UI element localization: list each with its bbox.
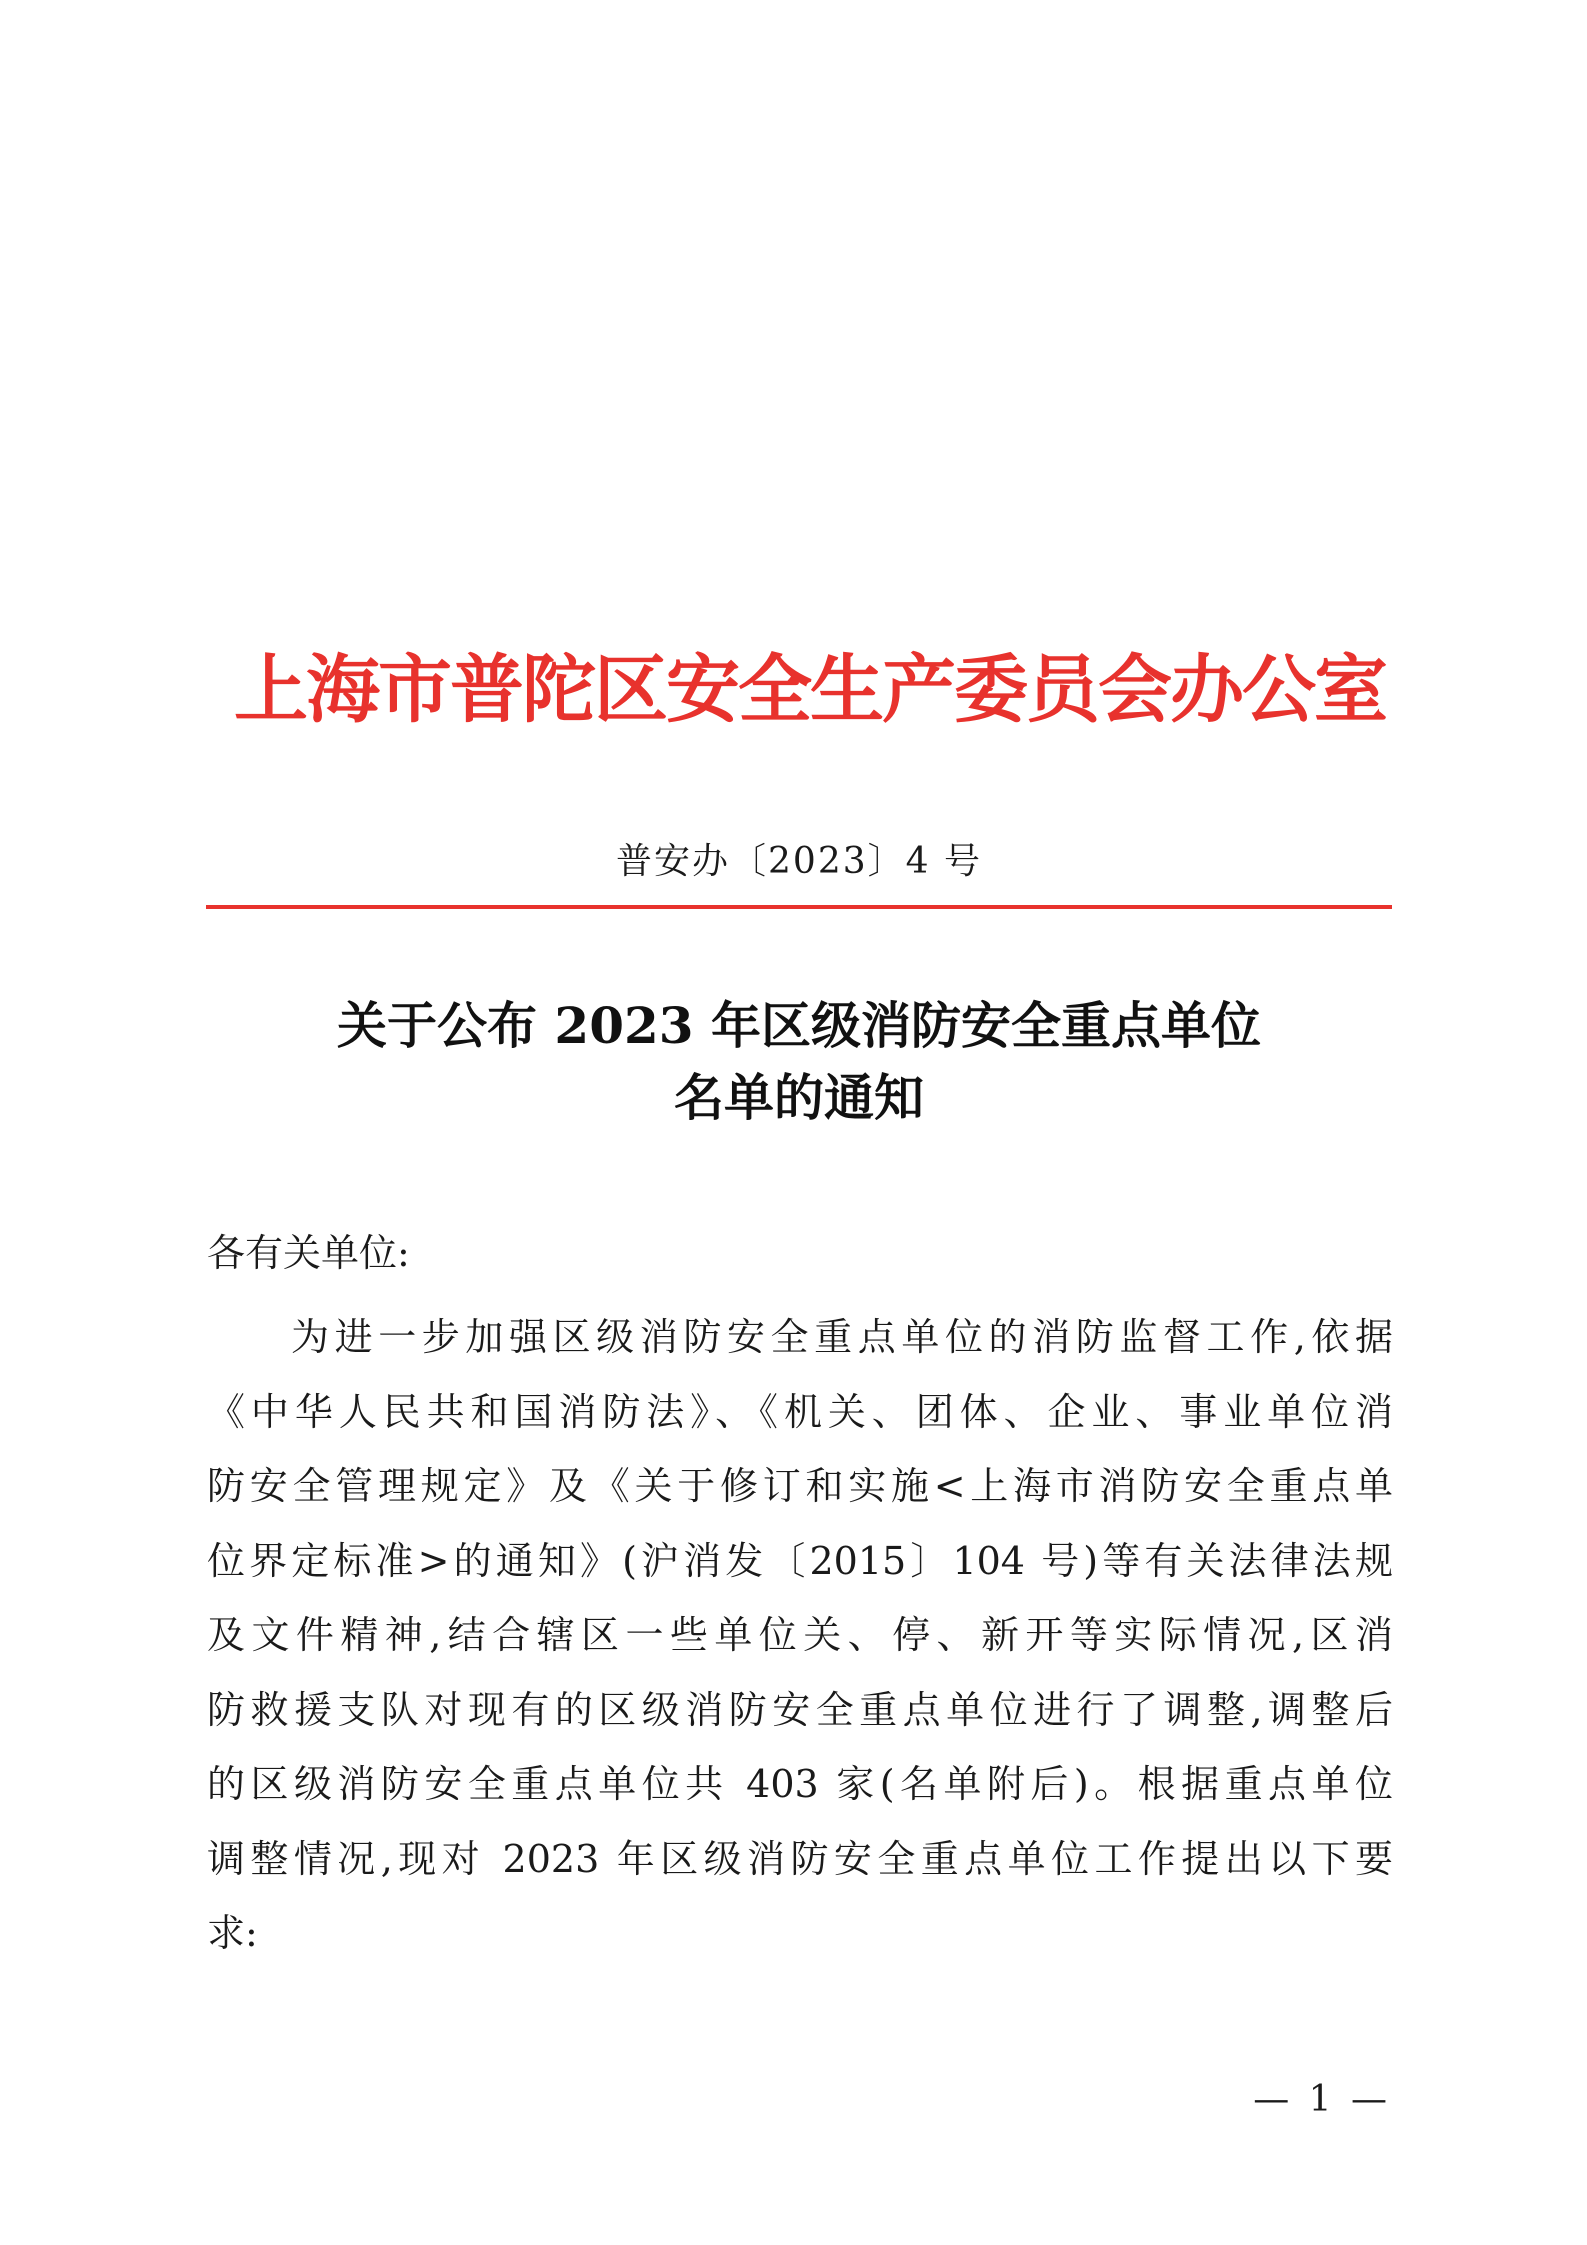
body-line: 及文件精神,结合辖区一些单位关、停、新开等实际情况,区消 bbox=[207, 1613, 1393, 1657]
body-line: 求: bbox=[207, 1911, 258, 1955]
document-title bbox=[206, 990, 1392, 1134]
document-title-line-1: 关于公布 2023 年区级消防安全重点单位 bbox=[337, 996, 1261, 1055]
body-paragraph bbox=[207, 1300, 1393, 1971]
body-line: 《中华人民共和国消防法》、《机关、团体、企业、事业单位消 bbox=[207, 1389, 1393, 1434]
body-line: 防安全管理规定》及《关于修订和实施<上海市消防安全重点单 bbox=[207, 1464, 1393, 1508]
document-number: 普安办〔2023〕4 号 bbox=[616, 841, 982, 882]
salutation: 各有关单位: bbox=[207, 1231, 410, 1275]
page-number: — 1 — bbox=[1253, 2079, 1391, 2120]
body-line: 为进一步加强区级消防安全重点单位的消防监督工作,依据 bbox=[291, 1315, 1393, 1359]
body-line: 的区级消防安全重点单位共 403 家(名单附后)。根据重点单位 bbox=[207, 1762, 1393, 1806]
body-line: 防救援支队对现有的区级消防安全重点单位进行了调整,调整后 bbox=[207, 1687, 1393, 1732]
body-line: 调整情况,现对 2023 年区级消防安全重点单位工作提出以下要 bbox=[207, 1836, 1393, 1881]
red-separator-line bbox=[206, 905, 1392, 909]
issuing-agency-header: 上海市普陀区安全生产委员会办公室 bbox=[234, 647, 1386, 733]
document-title-line-2: 名单的通知 bbox=[674, 1068, 924, 1127]
body-line: 位界定标准>的通知》(沪消发〔2015〕104 号)等有关法律法规 bbox=[207, 1538, 1393, 1583]
